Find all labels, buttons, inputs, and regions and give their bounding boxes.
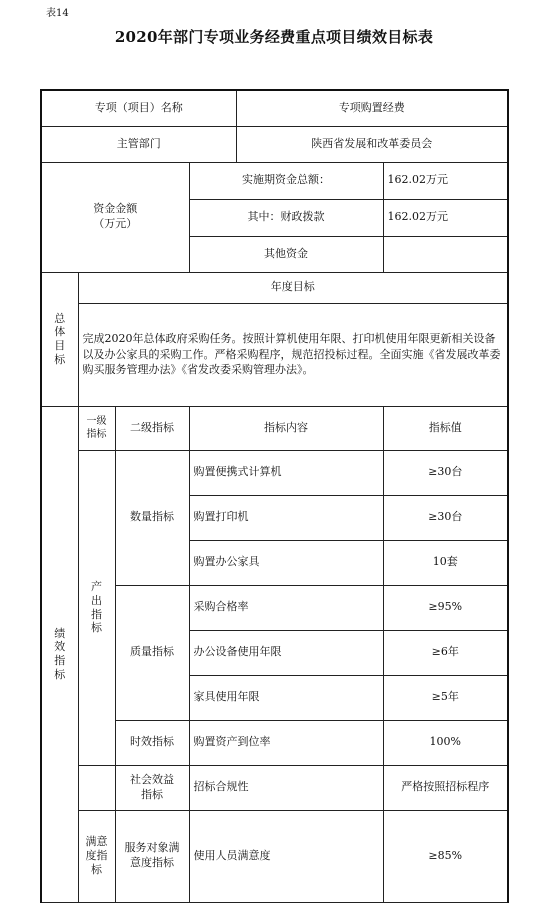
page-title: 2020年部门专项业务经费重点项目绩效目标表 xyxy=(114,28,434,46)
indicator-value: ≥5年 xyxy=(383,675,508,720)
social-benefit-label: 社会效益指标 xyxy=(115,765,189,810)
funds-label-line1: 资金金额 xyxy=(93,202,138,216)
indicator-content: 家具使用年限 xyxy=(189,675,383,720)
funds-label xyxy=(41,162,189,272)
funds-label-line2: （万元） xyxy=(93,217,138,230)
indicator-value: ≥30台 xyxy=(383,450,508,495)
indicator-value: 100% xyxy=(383,720,508,765)
overall-goal-label: 总体目标 xyxy=(41,272,78,406)
indicator-value: ≥95% xyxy=(383,585,508,630)
total-funds-label: 实施期资金总额： xyxy=(189,162,383,199)
satisfaction-indicator-label: 满意度指标 xyxy=(78,810,115,902)
indicator-content: 招标合规性 xyxy=(189,765,383,810)
quantity-indicator-label: 数量指标 xyxy=(115,450,189,585)
other-funds-label: 其他资金 xyxy=(189,236,383,272)
service-satisfaction-label: 服务对象满意度指标 xyxy=(115,810,189,902)
header-content: 指标内容 xyxy=(189,406,383,450)
project-name-label: 专项（项目）名称 xyxy=(41,90,236,126)
performance-table xyxy=(40,89,509,903)
indicator-value: 严格按照招标程序 xyxy=(383,765,508,810)
indicator-value: 10套 xyxy=(383,540,508,585)
indicator-value: ≥85% xyxy=(383,810,508,902)
indicator-value: ≥30台 xyxy=(383,495,508,540)
indicator-content: 购置资产到位率 xyxy=(189,720,383,765)
indicator-value: ≥6年 xyxy=(383,630,508,675)
header-level1: 一级指标 xyxy=(78,406,115,450)
department-label: 主管部门 xyxy=(41,126,236,162)
annual-goal-label: 年度目标 xyxy=(78,272,508,303)
header-level2: 二级指标 xyxy=(115,406,189,450)
benefit-level1-cell xyxy=(78,765,115,810)
indicator-content: 办公设备使用年限 xyxy=(189,630,383,675)
project-name-value: 专项购置经费 xyxy=(236,90,508,126)
fiscal-funds-value: 162.02万元 xyxy=(383,199,508,236)
header-value: 指标值 xyxy=(383,406,508,450)
indicator-content: 采购合格率 xyxy=(189,585,383,630)
indicators-label: 绩效指标 xyxy=(41,406,78,902)
indicator-content: 使用人员满意度 xyxy=(189,810,383,902)
other-funds-value xyxy=(383,236,508,272)
total-funds-value: 162.02万元 xyxy=(383,162,508,199)
annual-goal-text: 完成2020年总体政府采购任务。按照计算机使用年限、打印机使用年限更新相关设备以及办公家具的采购工作。严格采购程序，规范招投标过程。全面实施《省发展改革委购买服务管理办法》《省发改委采购管理办法》。 xyxy=(78,303,508,406)
indicator-content: 购置办公家具 xyxy=(189,540,383,585)
timeliness-indicator-label: 时效指标 xyxy=(115,720,189,765)
quality-indicator-label: 质量指标 xyxy=(115,585,189,720)
indicator-content: 购置便携式计算机 xyxy=(189,450,383,495)
table-number: 表14 xyxy=(46,8,69,19)
department-value: 陕西省发展和改革委员会 xyxy=(236,126,508,162)
indicator-content: 购置打印机 xyxy=(189,495,383,540)
output-indicator-label: 产出指标 xyxy=(78,450,115,765)
fiscal-funds-label: 其中：财政拨款 xyxy=(189,199,383,236)
